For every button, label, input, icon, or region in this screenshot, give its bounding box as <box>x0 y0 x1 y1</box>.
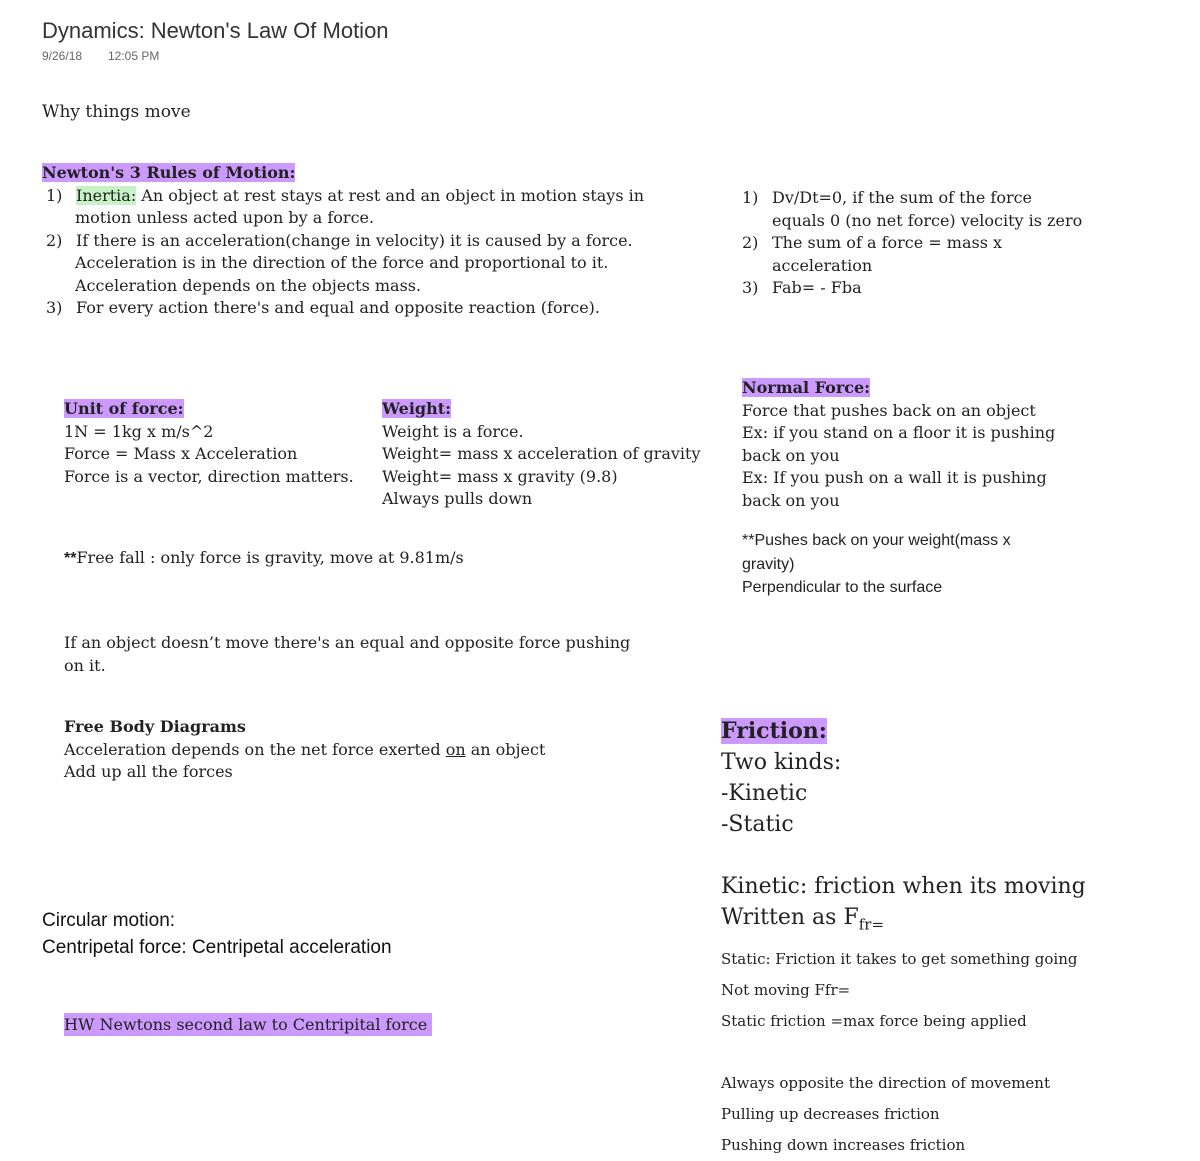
rule-right-3-text: Fab= - Fba <box>772 278 862 297</box>
equal-line-1: If an object doesn’t move there's an equal and opposite force pushing <box>64 633 631 652</box>
equal-line-2: on it. <box>64 655 106 675</box>
normal-note-3: Perpendicular to the surface <box>742 579 943 596</box>
weight-line-1: Weight is a force. <box>382 421 524 441</box>
weight-line-2: Weight= mass x acceleration of gravity <box>382 444 701 463</box>
weight-heading: Weight: <box>382 399 452 418</box>
static-line-3: Static friction =max force being applied <box>721 1012 1027 1030</box>
unit-of-force-block <box>64 398 354 488</box>
normal-line-1: Force that pushes back on an object <box>742 400 1036 420</box>
normal-note-2: gravity) <box>742 555 795 573</box>
unit-line-1: 1N = 1kg x m/s^2 <box>64 421 214 441</box>
fbd-heading: Free Body Diagrams <box>64 717 246 736</box>
rules-heading: Newton's 3 Rules of Motion: <box>42 163 296 182</box>
rules-right-block <box>742 187 1082 300</box>
normal-force-block <box>742 377 1055 512</box>
circular-line-2: Centripetal force: Centripetal acceleration <box>42 936 392 958</box>
friction-line-3: -Static <box>721 812 794 837</box>
weight-block <box>382 398 701 511</box>
normal-notes <box>742 529 1011 600</box>
rules-block <box>42 162 644 320</box>
equal-force-block <box>64 632 630 677</box>
circular-line-1: Circular motion: <box>42 910 176 931</box>
homework-note: HW Newtons second law to Centripital force <box>64 1013 432 1036</box>
fbd-line-2: Add up all the forces <box>64 762 233 781</box>
static-line-1: Static: Friction it takes to get something going <box>721 950 1078 968</box>
static-line-2: Not moving Ffr= <box>721 981 851 999</box>
fbd-line-1-underlined: on <box>445 739 466 759</box>
friction-line-1: Two kinds: <box>721 750 842 775</box>
rule-2-text-cont: Acceleration is in the direction of the force and proportional to it. <box>75 253 609 272</box>
rule-right-3-number: 3) <box>742 278 759 297</box>
normal-line-2: Ex: if you stand on a floor it is pushing <box>742 423 1056 442</box>
rule-1-number: 1) <box>46 185 63 205</box>
static-block <box>721 944 1078 1037</box>
normal-note-1: **Pushes back on your weight(mass x <box>742 532 1011 549</box>
unit-line-2: Force = Mass x Acceleration <box>64 444 298 463</box>
rule-2-text: If there is an acceleration(change in velocity) it is caused by a force. <box>76 230 633 250</box>
rule-right-1-text: Dv/Dt=0, if the sum of the force <box>772 188 1033 207</box>
normal-heading: Normal Force: <box>742 378 871 397</box>
fbd-line-1: Acceleration depends on the net force exerted <box>64 739 446 759</box>
rule-right-1-text-cont: equals 0 (no net force) velocity is zero <box>772 210 1083 230</box>
unit-line-3: Force is a vector, direction matters. <box>64 466 354 486</box>
normal-line-3: back on you <box>742 445 840 465</box>
weight-line-4: Always pulls down <box>382 489 533 508</box>
fbd-block <box>64 716 545 784</box>
rule-right-1-number: 1) <box>742 188 759 207</box>
kinetic-line-1: Kinetic: friction when its moving <box>721 874 1086 899</box>
intro-text: Why things move <box>42 102 191 122</box>
circular-block <box>42 908 392 961</box>
rule-1-text-cont: motion unless acted upon by a force. <box>75 208 375 227</box>
rule-1-text: An object at rest stays at rest and an object in motion stays in <box>136 185 645 205</box>
normal-line-4: Ex: If you push on a wall it is pushing <box>742 468 1047 487</box>
page-date: 9/26/18 <box>42 49 83 63</box>
rule-3-number: 3) <box>46 298 63 317</box>
rule-right-2-text: The sum of a force = mass x <box>772 233 1003 252</box>
unit-heading: Unit of force: <box>64 399 184 418</box>
friction-heading: Friction: <box>721 718 827 744</box>
free-fall-text: Free fall : only force is gravity, move at 9.81m/s <box>76 548 464 567</box>
friction-block <box>721 716 841 840</box>
normal-line-5: back on you <box>742 490 840 510</box>
kinetic-line-2-subscript: fr= <box>858 915 885 934</box>
page-time: 12:05 PM <box>108 49 160 63</box>
fbd-line-1-end: an object <box>465 739 546 759</box>
rule-2-text-cont2: Acceleration depends on the objects mass. <box>75 275 422 295</box>
rule-right-2-text-cont: acceleration <box>772 255 873 275</box>
rule-1-term: Inertia: <box>76 185 137 205</box>
friction-rule-1: Always opposite the direction of movement <box>721 1074 1050 1092</box>
friction-rule-3: Pushing down increases friction <box>721 1136 966 1154</box>
kinetic-line-2: Written as F <box>721 905 859 930</box>
friction-rule-2: Pulling up decreases friction <box>721 1105 940 1123</box>
rule-2-number: 2) <box>46 230 63 250</box>
rule-3-text: For every action there's and equal and opposite reaction (force). <box>76 298 600 317</box>
free-fall-stars: ** <box>64 550 77 567</box>
kinetic-block <box>721 871 1086 940</box>
rule-right-2-number: 2) <box>742 233 759 252</box>
weight-line-3: Weight= mass x gravity (9.8) <box>382 466 618 486</box>
free-fall-line <box>64 547 464 571</box>
friction-rules-block <box>721 1068 1050 1161</box>
friction-line-2: -Kinetic <box>721 781 808 806</box>
page-title: Dynamics: Newton's Law Of Motion <box>42 18 389 43</box>
